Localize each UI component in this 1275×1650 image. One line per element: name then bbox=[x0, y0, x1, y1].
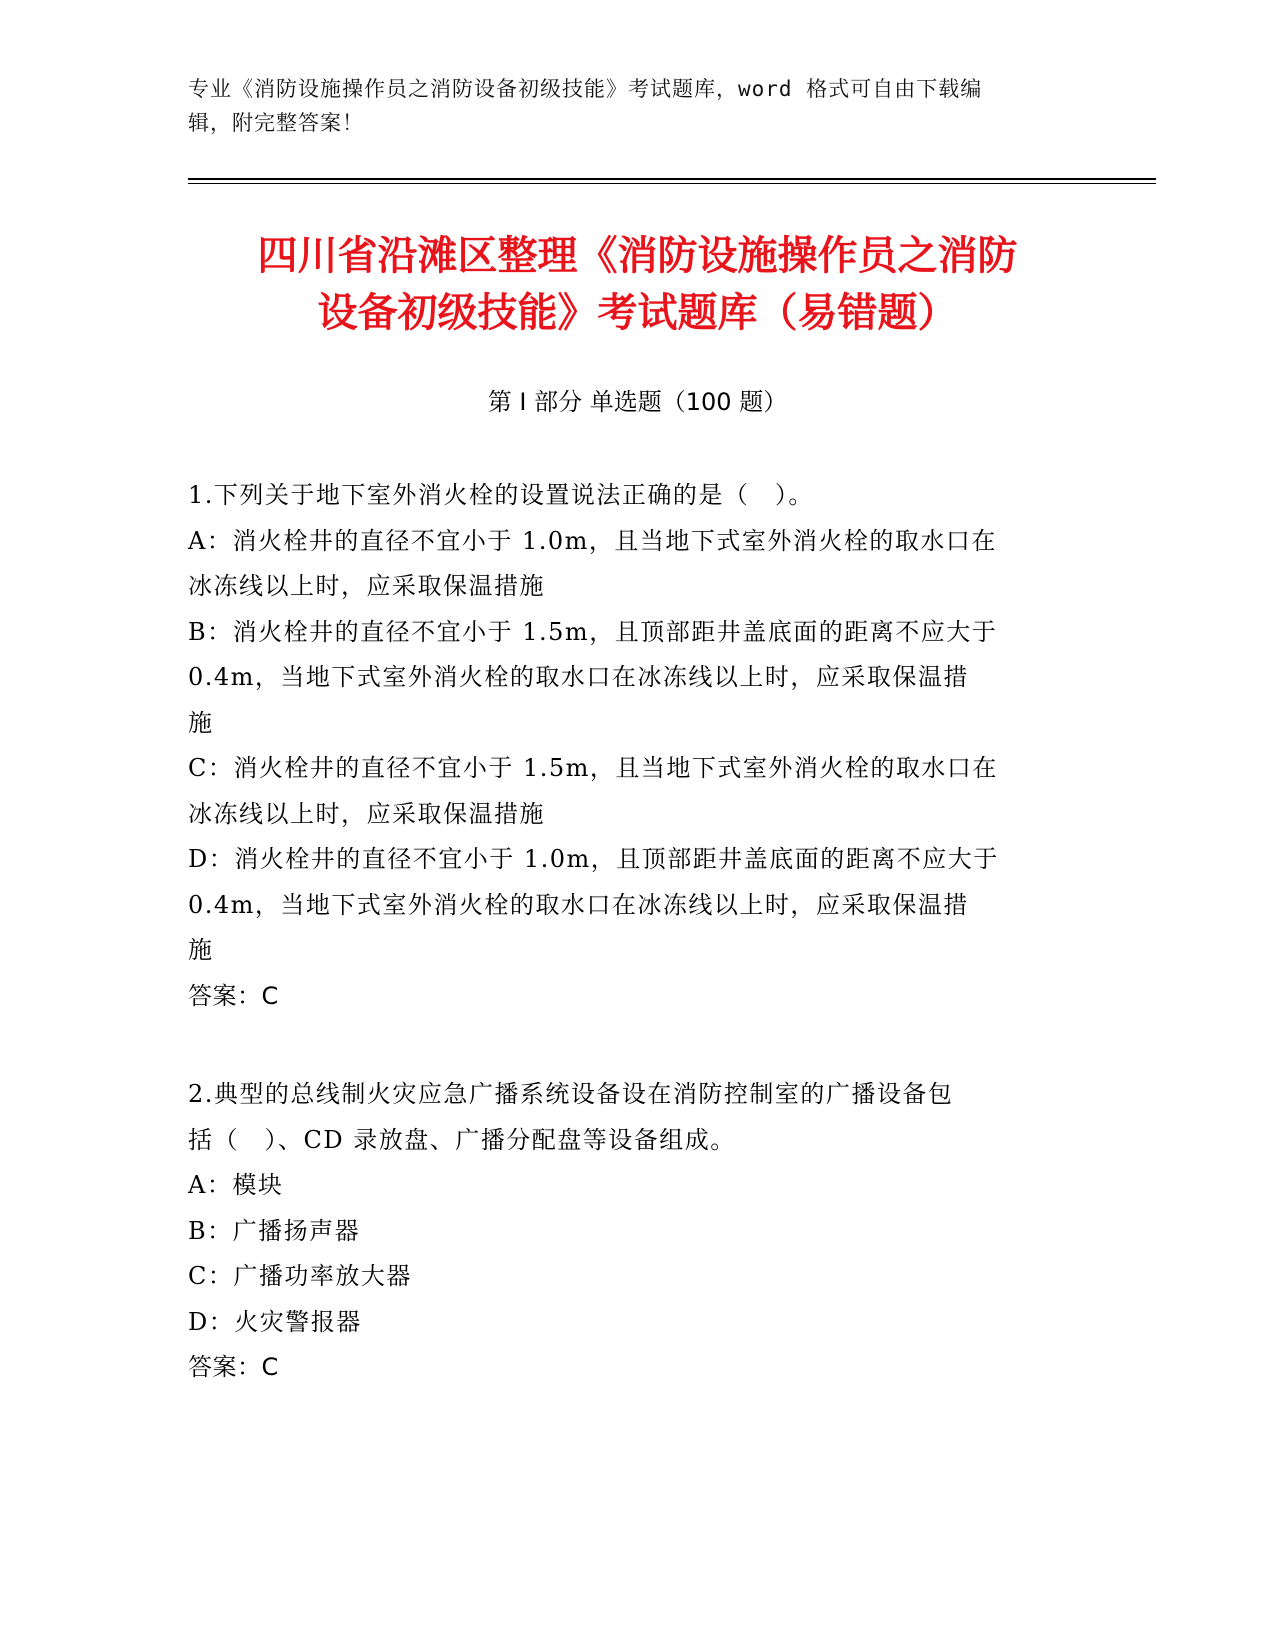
option-line: 施 bbox=[188, 708, 214, 737]
question-stem: 2.典型的总线制火灾应急广播系统设备设在消防控制室的广播设备包 bbox=[188, 1080, 954, 1108]
title-line: 设备初级技能》考试题库（易错题） bbox=[317, 290, 958, 336]
question-block bbox=[188, 473, 1078, 1019]
option-line: D：消火栓井的直径不宜小于 1.0m，且顶部距井盖底面的距离不应大于 bbox=[188, 845, 999, 873]
option-line: C：消火栓井的直径不宜小于 1.5m，且当地下式室外消火栓的取水口在 bbox=[188, 754, 998, 782]
answer-label: 答案：C bbox=[188, 981, 279, 1010]
document-header-note bbox=[188, 72, 1088, 140]
option-line: 0.4m，当地下式室外消火栓的取水口在冰冻线以上时，应采取保温措 bbox=[188, 663, 969, 691]
header-note-line: 专业《消防设施操作员之消防设备初级技能》考试题库，word 格式可自由下载编 bbox=[188, 77, 983, 101]
question-stem: 1.下列关于地下室外消火栓的设置说法正确的是（ ）。 bbox=[188, 481, 814, 509]
header-note-line: 辑，附完整答案！ bbox=[188, 111, 364, 135]
option-line: 0.4m，当地下式室外消火栓的取水口在冰冻线以上时，应采取保温措 bbox=[188, 890, 969, 919]
answer-label: 答案：C bbox=[188, 1353, 279, 1381]
document-title bbox=[150, 228, 1125, 342]
option-line: B：广播扬声器 bbox=[188, 1216, 361, 1245]
header-divider-thin bbox=[188, 183, 1156, 184]
title-line: 四川省沿滩区整理《消防设施操作员之消防 bbox=[257, 233, 1018, 279]
option-line: C：广播功率放大器 bbox=[188, 1262, 412, 1290]
question-block bbox=[188, 1072, 1078, 1391]
option-line: D：火灾警报器 bbox=[188, 1307, 362, 1336]
option-line: 冰冻线以上时，应采取保温措施 bbox=[188, 799, 545, 828]
option-line: 冰冻线以上时，应采取保温措施 bbox=[188, 572, 545, 600]
option-line: A：模块 bbox=[188, 1171, 284, 1199]
option-line: A：消火栓井的直径不宜小于 1.0m，且当地下式室外消火栓的取水口在 bbox=[188, 526, 997, 555]
header-divider-thick bbox=[188, 178, 1156, 180]
section-heading: 第 I 部分 单选题（100 题） bbox=[487, 388, 788, 416]
question-stem: 括（ ）、CD 录放盘、广播分配盘等设备组成。 bbox=[188, 1125, 736, 1154]
option-line: 施 bbox=[188, 936, 214, 964]
option-line: B：消火栓井的直径不宜小于 1.5m，且顶部距井盖底面的距离不应大于 bbox=[188, 617, 998, 646]
